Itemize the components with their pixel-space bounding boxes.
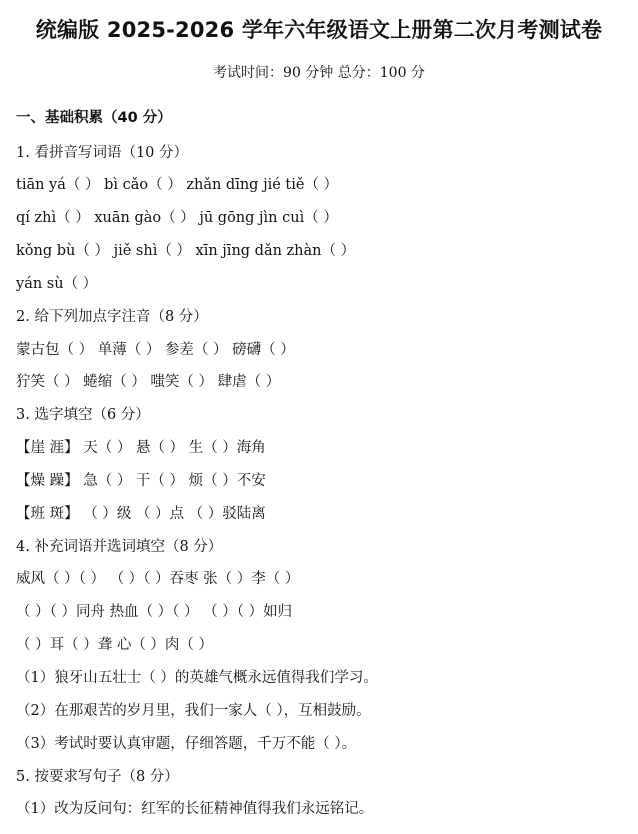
question-heading: 1. 看拼音写词语（10 分） (16, 145, 189, 161)
question-heading: 4. 补充词语并选词填空（8 分） (16, 539, 223, 555)
phonetic-row: 蒙古包（ ） 单薄（ ） 参差（ ） 磅礴（ ） (16, 342, 295, 358)
phonetic-row: 狞笑（ ） 蜷缩（ ） 嗤笑（ ） 肆虐（ ） (16, 374, 281, 390)
fill-sentence: （1）狼牙山五壮士（ ）的英雄气概永远值得我们学习。 (16, 670, 378, 686)
question-heading: 5. 按要求写句子（8 分） (16, 769, 179, 785)
question-heading: 2. 给下列加点字注音（8 分） (16, 309, 208, 325)
question-heading: 3. 选字填空（6 分） (16, 407, 150, 423)
exam-title: 统编版 2025-2026 学年六年级语文上册第二次月考测试卷 (35, 18, 603, 42)
word-choice-row: 【班 斑】 （ ）级 （ ）点 （ ）驳陆离 (16, 506, 266, 522)
idiom-row: （ ）（ ）同舟 热血（ ）（ ） （ ）（ ）如归 (16, 604, 293, 620)
fill-sentence: （2）在那艰苦的岁月里，我们一家人（ ），互相鼓励。 (16, 703, 371, 719)
word-choice-row: 【燥 躁】 急（ ） 干（ ） 烦（ ）不安 (16, 473, 266, 489)
pinyin-row: qí zhì（ ） xuān gào（ ） jū gōng jìn cuì（ ） (16, 210, 338, 226)
word-choice-row: 【崖 涯】 天（ ） 悬（ ） 生（ ）海角 (16, 440, 266, 456)
section-heading: 一、基础积累（40 分） (16, 110, 172, 126)
pinyin-row: yán sù（ ） (16, 276, 98, 292)
pinyin-row: tiān yá（ ） bì cǎo（ ） zhǎn dīng jié tiě（ ） (16, 177, 339, 193)
pinyin-row: kǒng bù（ ） jiě shì（ ） xīn jīng dǎn zhàn（ ） (16, 243, 356, 259)
exam-time-info: 考试时间：90 分钟 总分：100 分 (213, 65, 425, 81)
sentence-task: （1）改为反问句：红军的长征精神值得我们永远铭记。 (16, 801, 374, 817)
fill-sentence: （3）考试时要认真审题，仔细答题，千万不能（ ）。 (16, 736, 357, 752)
idiom-row: （ ）耳（ ）聋 心（ ）肉（ ） (16, 637, 214, 653)
idiom-row: 威风（ ）（ ） （ ）（ ）吞枣 张（ ）李（ ） (16, 571, 300, 587)
